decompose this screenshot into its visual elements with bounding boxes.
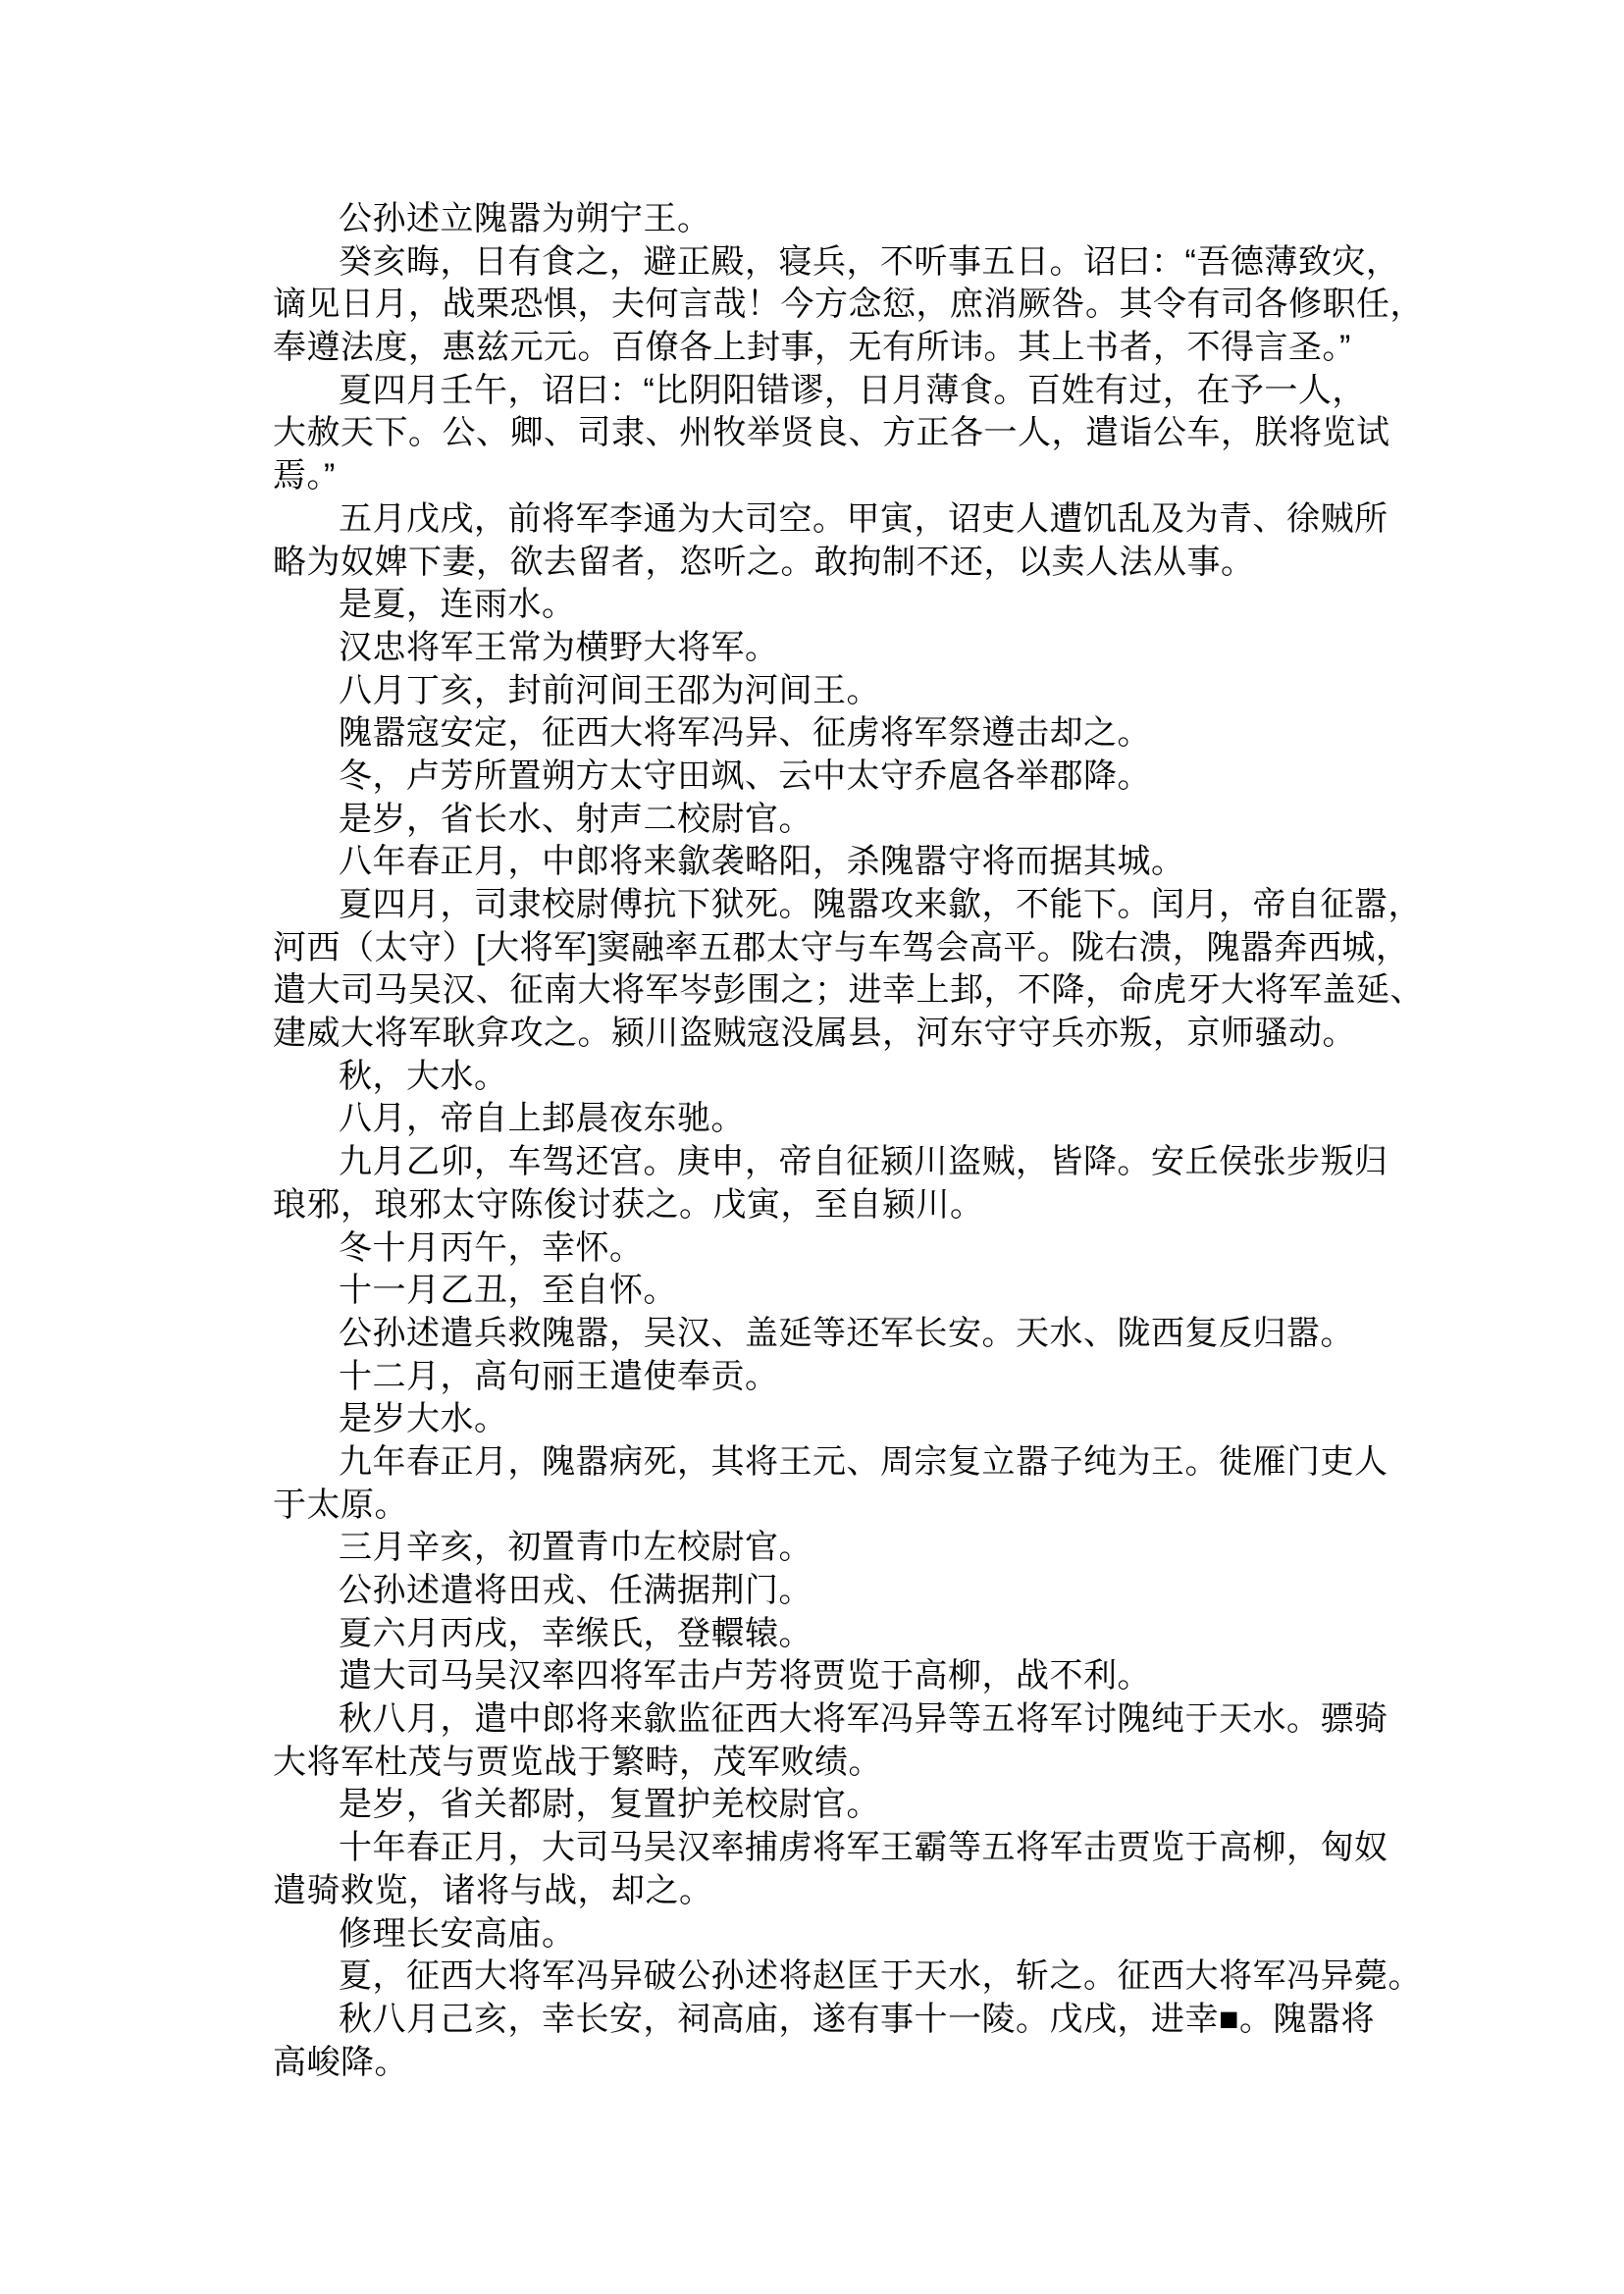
text-line: 十一月乙丑，至自怀。 xyxy=(339,1272,677,1310)
text-line: 公孙述遣兵救隗嚣，吴汉、盖延等还军长安。天水、陇西复反归嚣。 xyxy=(339,1314,1354,1352)
text-line: 癸亥晦，日有食之，避正殿，寝兵，不听事五日。诏曰：“吾德薄致灾， xyxy=(339,242,1400,281)
text-line: 是岁大水。 xyxy=(339,1400,508,1438)
text-line: 三月辛亥，初置青巾左校尉官。 xyxy=(339,1529,812,1567)
text-line: 略为奴婢下妻，欲去留者，恣听之。敢拘制不还，以卖人法从事。 xyxy=(273,543,1255,581)
text-line: 谪见日月，战栗恐惧，夫何言哉！今方念愆，庶消厥咎。其令有司各修职任， xyxy=(273,286,1424,324)
text-line: 隗嚣寇安定，征西大将军冯异、征虏将军祭遵击却之。 xyxy=(339,714,1151,753)
text-line: 冬，卢芳所置朔方太守田飒、云中太守乔扈各举郡降。 xyxy=(339,756,1151,795)
text-line: 五月戊戌，前将军李通为大司空。甲寅，诏吏人遭饥乱及为青、徐贼所 xyxy=(339,499,1388,538)
text-line: 建威大将军耿弇攻之。颍川盗贼寇没属县，河东守守兵亦叛，京师骚动。 xyxy=(273,1015,1356,1053)
text-line: 秋，大水。 xyxy=(339,1057,508,1095)
text-line: 十二月，高句丽王遣使奉贡。 xyxy=(339,1357,779,1395)
text-line: 大赦天下。公、卿、司隶、州牧举贤良、方正各一人，遣诣公车，朕将览试 xyxy=(273,414,1390,452)
text-line: 夏四月壬午，诏曰：“比阴阳错谬，日月薄食。百姓有过，在予一人， xyxy=(339,371,1366,409)
text-line: 是岁，省长水、射声二校尉官。 xyxy=(339,800,812,838)
text-line: 八年春正月，中郎将来歙袭略阳，杀隗嚣守将而据其城。 xyxy=(339,843,1185,881)
text-line: 夏四月，司隶校尉傅抗下狱死。隗嚣攻来歙，不能下。闰月，帝自征嚣， xyxy=(339,886,1422,923)
text-line: 于太原。 xyxy=(273,1486,408,1524)
text-line: 夏，征西大将军冯异破公孙述将赵匡于天水，斩之。征西大将军冯异薨。 xyxy=(339,1957,1422,1996)
text-line: 十年春正月，大司马吴汉率捕虏将军王霸等五将军击贾览于高柳，匈奴 xyxy=(339,1829,1388,1867)
text-line: 修理长安高庙。 xyxy=(339,1914,576,1953)
text-line: 秋八月己亥，幸长安，祠高庙，遂有事十一陵。戊戌，进幸■。隗嚣将 xyxy=(339,2000,1376,2038)
text-line: 遣骑救览，诸将与战，却之。 xyxy=(273,1871,713,1909)
text-line: 高峻降。 xyxy=(273,2043,408,2081)
text-line: 九月乙卯，车驾还宫。庚申，帝自征颍川盗贼，皆降。安丘侯张步叛归 xyxy=(339,1143,1388,1181)
text-line: 八月丁亥，封前河间王邵为河间王。 xyxy=(339,671,880,709)
text-line: 遣大司马吴汉、征南大将军岑彭围之；进幸上邽，不降，命虎牙大将军盖延、 xyxy=(273,971,1424,1010)
text-line: 是夏，连雨水。 xyxy=(339,586,576,624)
text-line: 汉忠将军王常为横野大将军。 xyxy=(339,628,779,666)
text-line: 冬十月丙午，幸怀。 xyxy=(339,1228,644,1267)
text-line: 公孙述遣将田戎、任满据荆门。 xyxy=(339,1572,812,1609)
text-line: 琅邪，琅邪太守陈俊讨获之。戊寅，至自颍川。 xyxy=(273,1185,984,1224)
text-line: 公孙述立隗嚣为朔宁王。 xyxy=(339,200,711,237)
text-block xyxy=(273,198,1431,2084)
text-line: 河西（太守）[大将军]窦融率五郡太守与车驾会高平。陇右溃，隗嚣奔西城， xyxy=(273,928,1410,966)
text-line: 夏六月丙戌，幸缑氏，登轘辕。 xyxy=(339,1614,812,1652)
text-line: 九年春正月，隗嚣病死，其将王元、周宗复立嚣子纯为王。徙雁门吏人 xyxy=(339,1442,1388,1481)
text-line: 秋八月，遣中郎将来歙监征西大将军冯异等五将军讨隗纯于天水。骠骑 xyxy=(339,1700,1388,1739)
text-line: 八月，帝自上邽晨夜东驰。 xyxy=(339,1100,745,1138)
text-line: 遣大司马吴汉率四将军击卢芳将贾览于高柳，战不利。 xyxy=(339,1657,1151,1695)
text-line: 焉。” xyxy=(273,457,336,495)
text-line: 奉遵法度，惠兹元元。百僚各上封事，无有所讳。其上书者，不得言圣。” xyxy=(273,329,1351,367)
text-line: 是岁，省关都尉，复置护羌校尉官。 xyxy=(339,1786,880,1824)
text-line: 大将军杜茂与贾览战于繁畤，茂军败绩。 xyxy=(273,1743,882,1781)
